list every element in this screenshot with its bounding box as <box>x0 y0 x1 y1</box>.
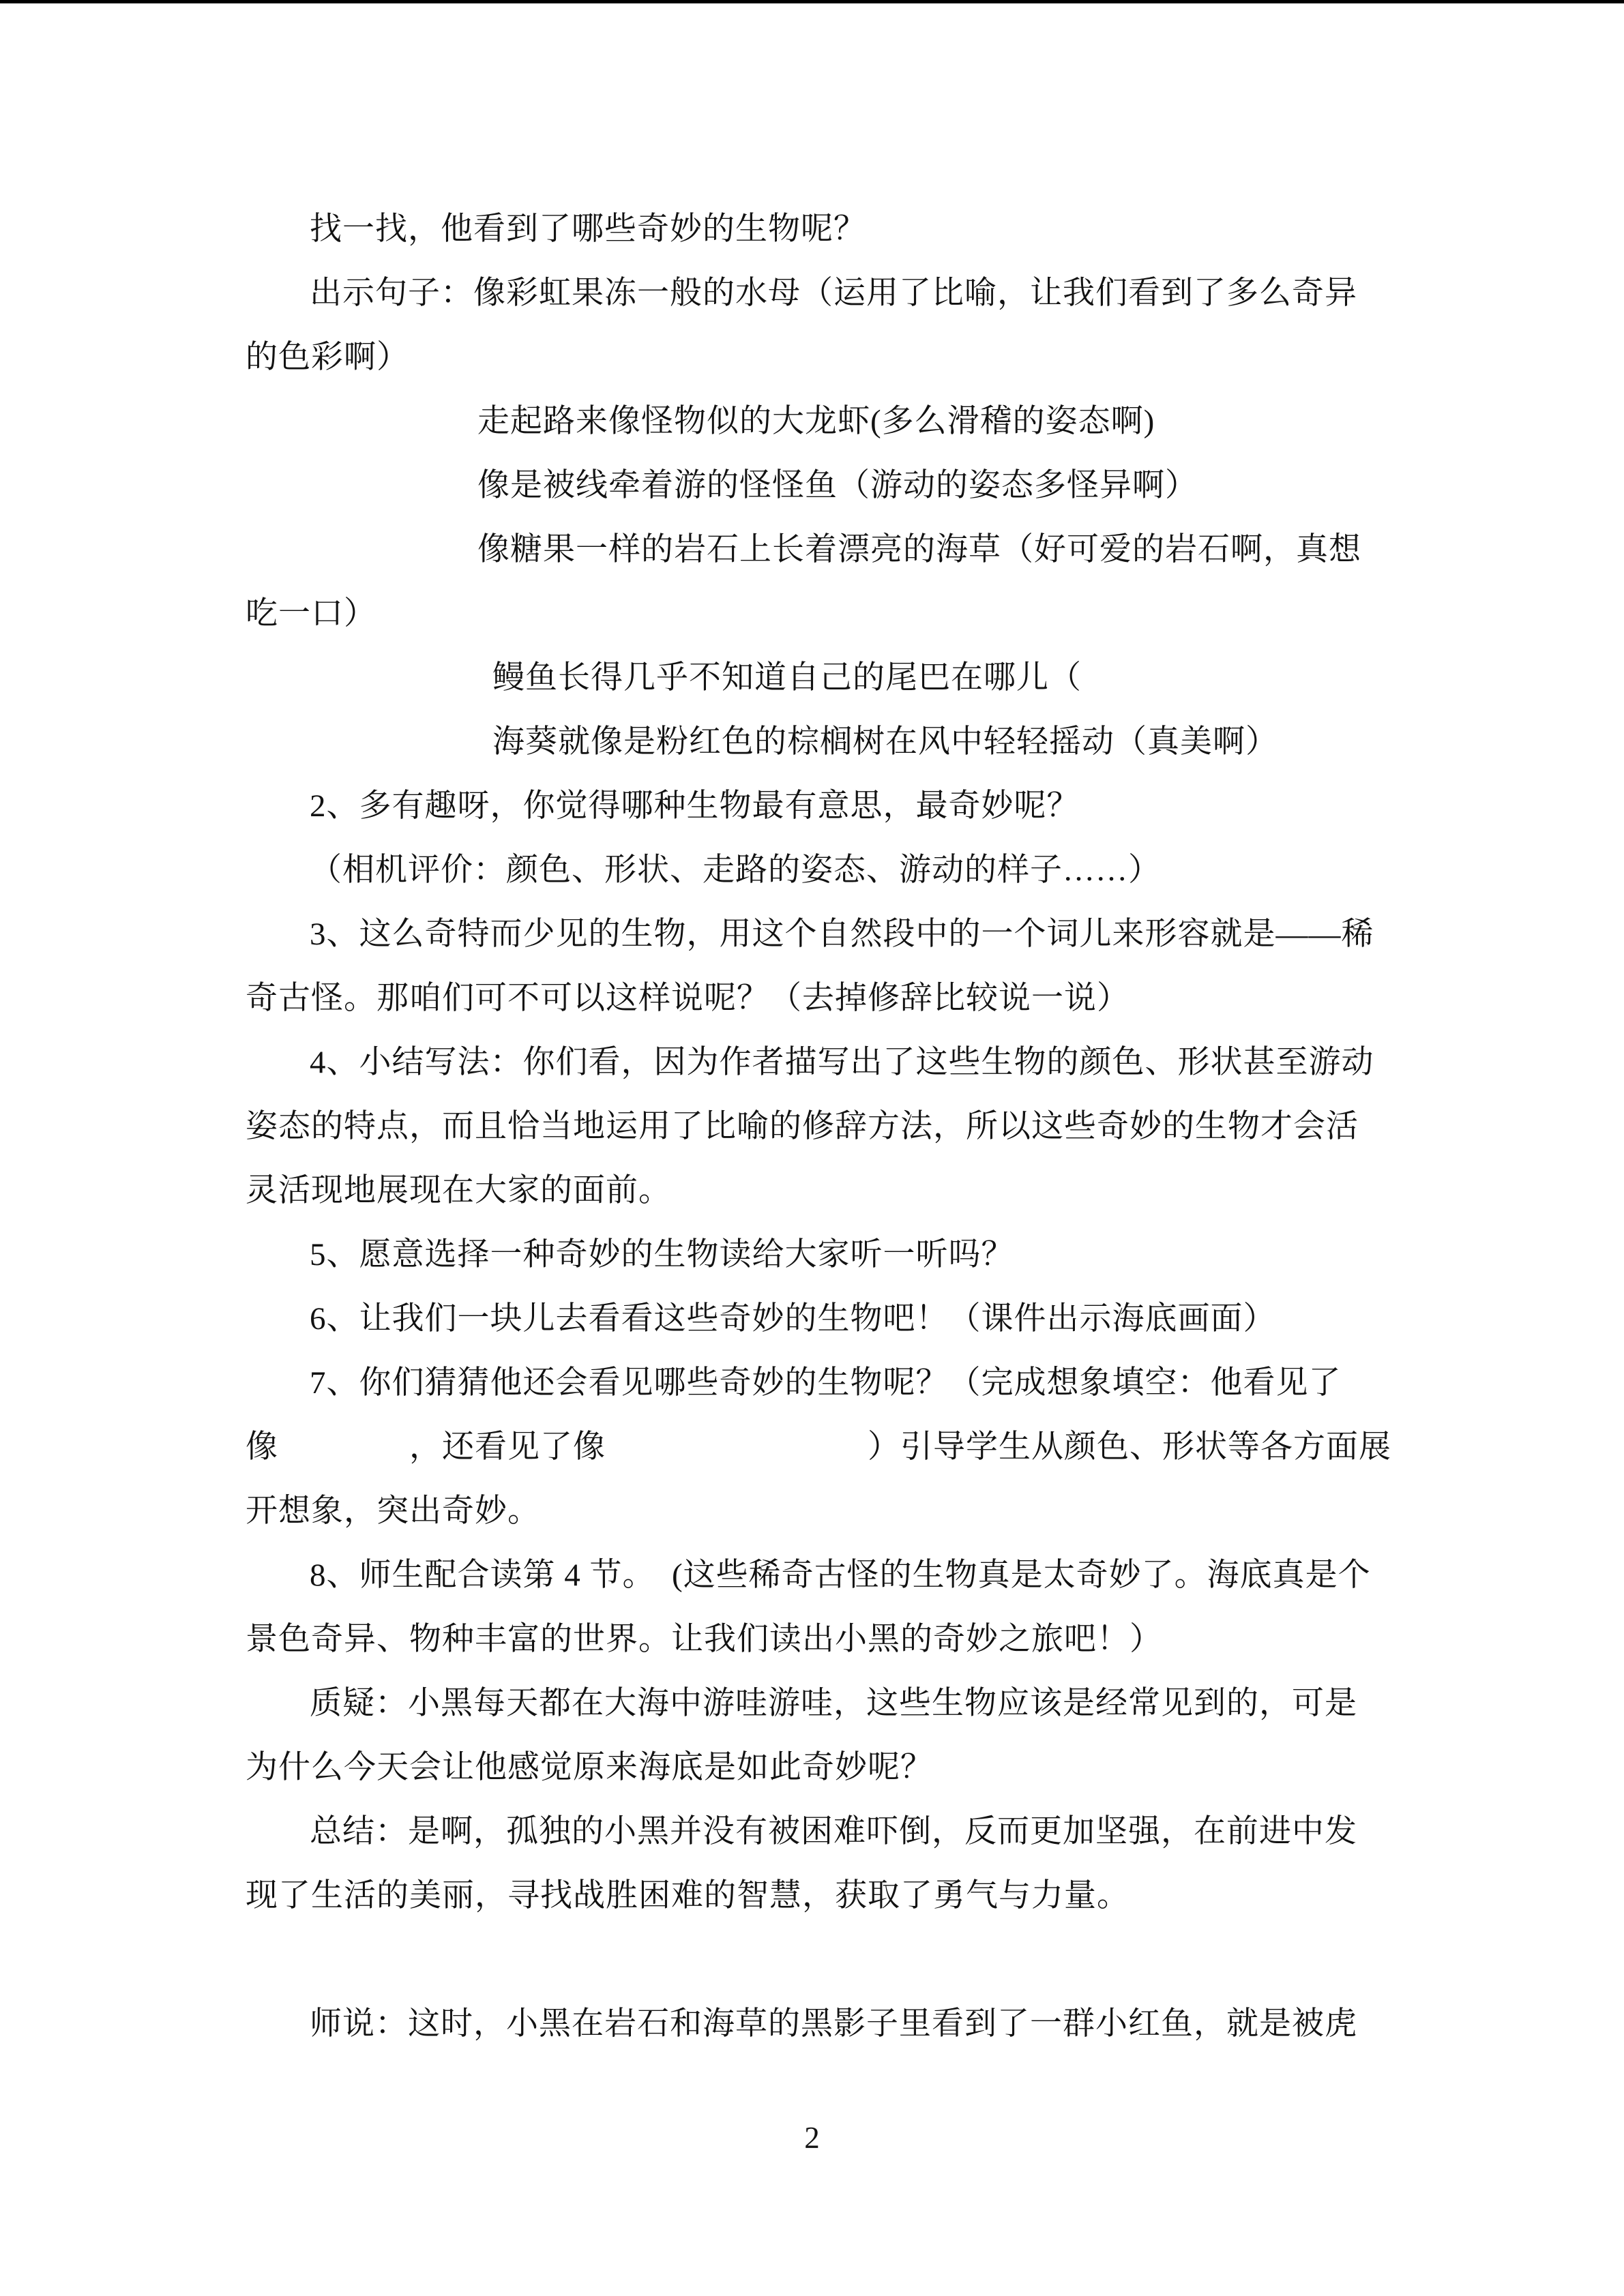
text-line: 吃一口） <box>246 596 377 631</box>
text-line: 海葵就像是粉红色的棕榈树在风中轻轻摇动（真美啊） <box>492 724 1278 760</box>
text-line: 鳗鱼长得几乎不知道自己的尾巴在哪儿（ <box>492 660 1082 696</box>
top-border-line <box>0 0 1624 3</box>
text-line: 找一找，他看到了哪些奇妙的生物呢？ <box>310 211 866 247</box>
text-line: 开想象，突出奇妙。 <box>246 1493 540 1529</box>
text-line: （相机评价：颜色、形状、走路的姿态、游动的样子……） <box>310 852 1161 888</box>
blank-line <box>246 1928 1378 1992</box>
text-line: 走起路来像怪物似的大龙虾(多么滑稽的姿态啊) <box>477 404 1155 439</box>
text-line: 7、你们猜猜他还会看见哪些奇妙的生物呢？（完成想象填空：他看见了 <box>310 1365 1342 1401</box>
text-line: 8、师生配合读第 4 节。 (这些稀奇古怪的生物真是太奇妙了。海底真是个 <box>310 1557 1371 1593</box>
page-number: 2 <box>804 2121 820 2155</box>
text-line: 6、让我们一块儿去看看这些奇妙的生物吧！（课件出示海底画面） <box>310 1301 1276 1337</box>
text-line: 师说：这时，小黑在岩石和海草的黑影子里看到了一群小红鱼，就是被虎 <box>310 2006 1357 2042</box>
text-line: 奇古怪。那咱们可不可以这样说呢？（去掉修辞比较说一说） <box>246 981 1130 1016</box>
text-line: 像是被线牵着游的怪怪鱼（游动的姿态多怪异啊） <box>477 468 1198 503</box>
text-line: 的色彩啊） <box>246 340 409 375</box>
text-line: 出示句子：像彩虹果冻一般的水母（运用了比喻，让我们看到了多么奇异 <box>310 275 1357 311</box>
text-line: 2、多有趣呀，你觉得哪种生物最有意思，最奇妙呢？ <box>310 788 1080 824</box>
text-line: 景色奇异、物种丰富的世界。让我们读出小黑的奇妙之旅吧！） <box>246 1622 1162 1657</box>
text-line: 质疑：小黑每天都在大海中游哇游哇，这些生物应该是经常见到的，可是 <box>310 1686 1357 1721</box>
text-line: 像糖果一样的岩石上长着漂亮的海草（好可爱的岩石啊，真想 <box>477 532 1361 567</box>
text-line: 为什么今天会让他感觉原来海底是如此奇妙呢？ <box>246 1750 933 1785</box>
text-line: 灵活现地展现在大家的面前。 <box>246 1173 671 1208</box>
document-body <box>246 197 1391 2056</box>
text-line: 3、这么奇特而少见的生物，用这个自然段中的一个词儿来形容就是——稀 <box>310 916 1374 952</box>
text-line: 姿态的特点，而且恰当地运用了比喻的修辞方法，所以这些奇妙的生物才会活 <box>246 1109 1359 1144</box>
text-line: 总结：是啊，孤独的小黑并没有被困难吓倒，反而更加坚强，在前进中发 <box>310 1814 1357 1849</box>
text-line: 像 ，还看见了像 ）引导学生从颜色、形状等各方面展 <box>246 1429 1391 1465</box>
text-line: 4、小结写法：你们看，因为作者描写出了这些生物的颜色、形状甚至游动 <box>310 1045 1374 1080</box>
text-line: 5、愿意选择一种奇妙的生物读给大家听一听吗？ <box>310 1237 1014 1272</box>
text-line: 现了生活的美丽，寻找战胜困难的智慧，获取了勇气与力量。 <box>246 1878 1130 1913</box>
